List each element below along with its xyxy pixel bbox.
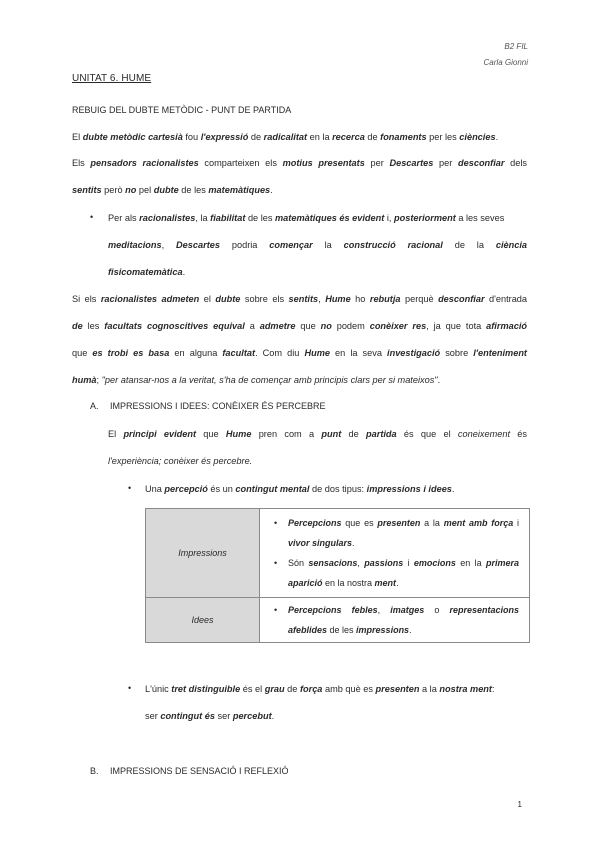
table-cell-idees-desc (260, 598, 530, 643)
bullet-dot: • (128, 683, 132, 693)
section-b-title: IMPRESSIONS DE SENSACIÓ I REFLEXIÓ (110, 766, 289, 776)
bullet1-line3: fisicomatemàtica. (108, 267, 186, 277)
section-a-line2: l'experiència; conèixer és percebre. (108, 456, 253, 466)
bullet1-line1: Per als racionalistes, la fiabilitat de les matemàtiques és evident i, posteriorment a les seves (108, 213, 505, 223)
course-label: B2 FIL (504, 42, 528, 51)
impressions-ideas-table (145, 508, 530, 643)
impressions-item-2: Són sensacions, passions i emocions en la primera aparició en la nostra ment. (288, 558, 519, 588)
author-name: Carla Gionni (483, 58, 528, 67)
section-a-letter: A. (90, 401, 99, 411)
impressions-item-1: Percepcions que es presenten a la ment amb força i vivor singulars. (288, 518, 519, 548)
bullet-dot: • (90, 212, 94, 222)
section-subheading: REBUIG DEL DUBTE METÒDIC - PUNT DE PARTIDA (72, 105, 292, 115)
bullet-dot: • (274, 558, 278, 568)
section-a-bullet: Una percepció és un contingut mental de dos tipus: impressions i idees. (145, 484, 455, 494)
bullet3-line2: ser contingut és ser percebut. (145, 711, 275, 721)
unit-title: UNITAT 6. HUME (72, 73, 152, 84)
para1-line3: sentits però no pel dubte de les matemàtiques. (72, 185, 273, 195)
para2-line1: Si els racionalistes admeten el dubte sobre els sentits, Hume ho rebutja perquè desconfiar d'entrada (72, 294, 528, 304)
table-cell-impressions-desc (260, 509, 530, 598)
section-b-letter: B. (90, 766, 99, 776)
bullet1-line2: meditacions, Descartes podria començar la construcció racional de la ciència (108, 240, 527, 250)
bullet3-line1: L'únic tret distinguible és el grau de força amb què es presenten a la nostra ment: (145, 684, 495, 694)
table-cell-impressions: Impressions (146, 509, 260, 598)
para2-line3: que es trobi es basa en alguna facultat. Com diu Hume en la seva investigació sobre l'enteniment (72, 348, 527, 358)
table-row (146, 598, 530, 643)
bullet-dot: • (128, 483, 132, 493)
section-a-title: IMPRESSIONS I IDEES: CONÈIXER ÉS PERCEBRE (110, 401, 326, 411)
idees-item-1: Percepcions febles, imatges o representacions afeblides de les impressions. (288, 605, 519, 635)
page-number: 1 (517, 800, 522, 809)
bullet-dot: • (274, 605, 278, 615)
para1-line1: El dubte metòdic cartesià fou l'expressió de radicalitat en la recerca de fonaments per les ciències. (72, 132, 499, 142)
bullet-dot: • (274, 518, 278, 528)
para2-line2: de les facultats cognoscitives equival a admetre que no podem conèixer res, ja que tota afirmació (72, 321, 527, 331)
table-row (146, 509, 530, 598)
para1-line2: Els pensadors racionalistes comparteixen els motius presentats per Descartes per desconfiar dels (72, 158, 527, 168)
table-cell-idees: Idees (146, 598, 260, 643)
section-a-line1: El principi evident que Hume pren com a punt de partida és que el coneixement és (108, 429, 527, 439)
para2-line4: humà; "per atansar-nos a la veritat, s'ha de començar amb principis clars per si mateixos". (72, 375, 441, 385)
